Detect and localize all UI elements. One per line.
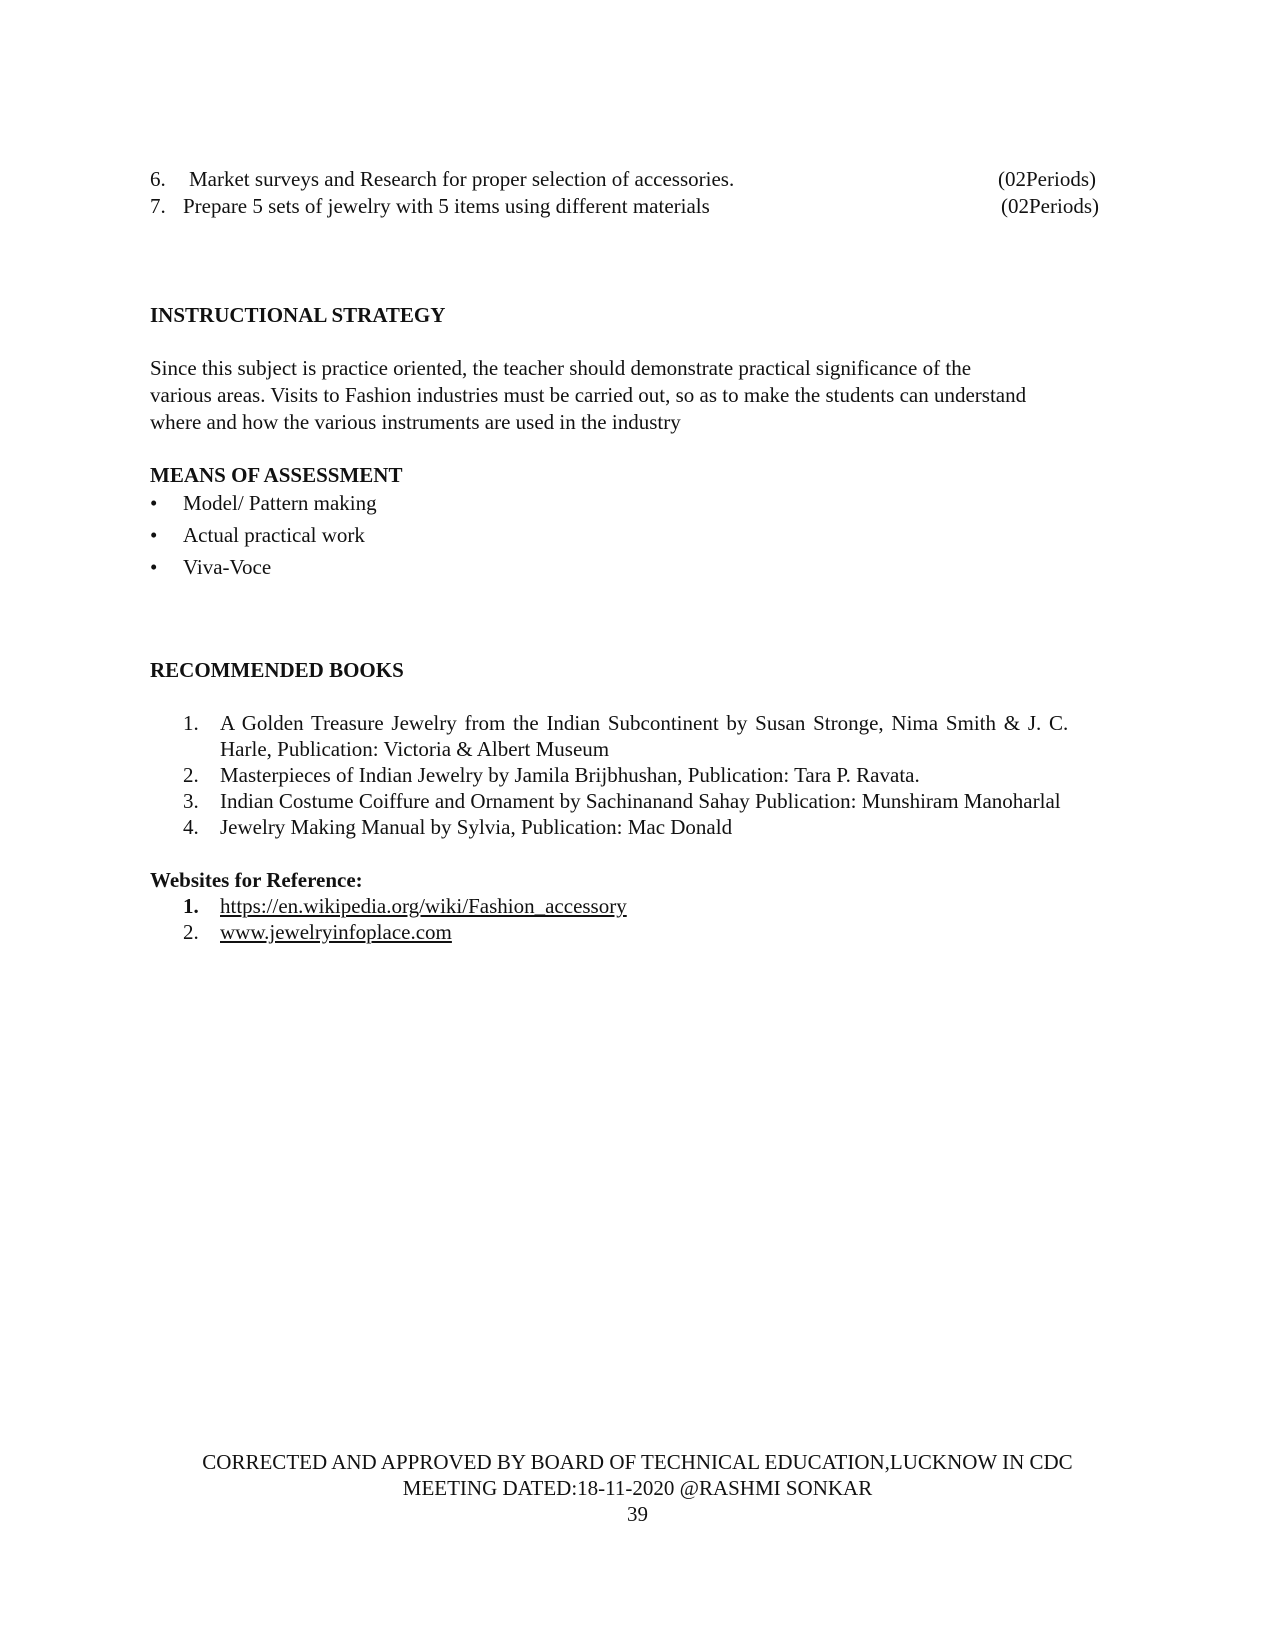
book-entry: Indian Costume Coiffure and Ornament by Sachinanand Sahay Publication: Munshiram Manoharlal: [220, 789, 1061, 813]
page-number: 39: [627, 1502, 648, 1526]
footer-approval-line: CORRECTED AND APPROVED BY BOARD OF TECHNICAL EDUCATION,LUCKNOW IN CDC: [202, 1450, 1073, 1474]
activity-text: Market surveys and Research for proper selection of accessories.: [189, 167, 735, 191]
book-entry: Masterpieces of Indian Jewelry by Jamila Brijbhushan, Publication: Tara P. Ravata.: [220, 763, 920, 787]
website-number: 1.: [183, 894, 199, 918]
book-number: 2.: [183, 763, 199, 787]
activity-periods: (02Periods): [998, 167, 1096, 191]
book-entry-continued: Harle, Publication: Victoria & Albert Museum: [220, 737, 610, 761]
assessment-item: Actual practical work: [183, 523, 365, 547]
book-number: 3.: [183, 789, 199, 813]
instructional-strategy-heading: INSTRUCTIONAL STRATEGY: [150, 303, 446, 327]
bullet-icon: •: [150, 491, 158, 515]
assessment-item: Viva-Voce: [183, 555, 272, 579]
paragraph-line: Since this subject is practice oriented, the teacher should demonstrate practical significance of the: [150, 356, 972, 380]
book-number: 1.: [183, 711, 199, 735]
websites-heading: Websites for Reference:: [150, 868, 363, 892]
book-entry: Jewelry Making Manual by Sylvia, Publication: Mac Donald: [220, 815, 733, 839]
activity-periods: (02Periods): [1001, 194, 1099, 218]
bullet-icon: •: [150, 555, 158, 579]
assessment-heading: MEANS OF ASSESSMENT: [150, 463, 403, 487]
website-link[interactable]: https://en.wikipedia.org/wiki/Fashion_accessory: [220, 894, 627, 918]
activity-text: Prepare 5 sets of jewelry with 5 items using different materials: [183, 194, 710, 218]
activity-number: 6.: [150, 167, 166, 191]
books-heading: RECOMMENDED BOOKS: [150, 658, 404, 682]
assessment-item: Model/ Pattern making: [183, 491, 377, 515]
footer-meeting-line: MEETING DATED:18-11-2020 @RASHMI SONKAR: [402, 1476, 873, 1500]
website-number: 2.: [183, 920, 199, 944]
book-entry: A Golden Treasure Jewelry from the Indian Subcontinent by Susan Stronge, Nima Smith & J. C.: [220, 711, 1069, 735]
paragraph-line: various areas. Visits to Fashion industries must be carried out, so as to make the students can understand: [150, 383, 1027, 407]
website-link[interactable]: www.jewelryinfoplace.com: [220, 920, 452, 944]
book-number: 4.: [183, 815, 199, 839]
bullet-icon: •: [150, 523, 158, 547]
paragraph-line: where and how the various instruments are used in the industry: [150, 410, 681, 434]
activity-number: 7.: [150, 194, 166, 218]
